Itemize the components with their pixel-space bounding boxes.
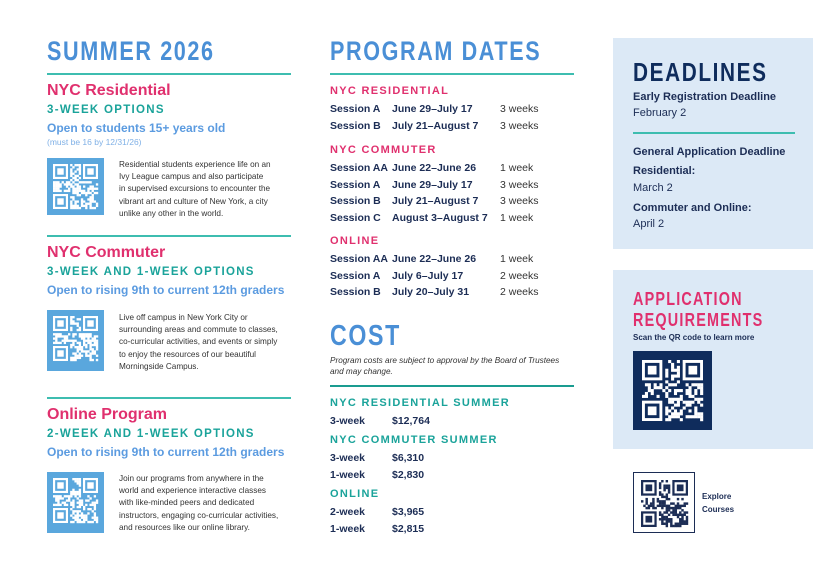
cost-duration: 1-week — [330, 468, 366, 481]
residential-label: Residential: — [633, 165, 696, 177]
desc-line: Join our programs from anywhere in the — [119, 474, 264, 483]
desc-line: Live off campus in New York City or — [119, 313, 248, 322]
session-dates: July 21–August 7 — [392, 195, 479, 207]
deadlines-panel — [613, 38, 813, 249]
session-name: Session AA — [330, 253, 388, 265]
cost-note: and may change. — [330, 367, 393, 376]
program-name: NYC Residential — [47, 82, 171, 99]
session-length: 1 week — [500, 211, 534, 224]
session-dates: June 22–June 26 — [392, 162, 477, 174]
program-eligibility: Open to rising 9th to current 12th graders — [47, 283, 285, 297]
desc-line: Residential students experience life on an — [119, 160, 271, 169]
divider — [47, 235, 291, 237]
date-group-heading: NYC COMMUTER — [330, 144, 437, 156]
cost-price: $3,965 — [392, 506, 425, 518]
divider — [330, 385, 574, 387]
session-dates: July 20–July 31 — [392, 286, 470, 298]
qr-code-icon[interactable] — [633, 351, 712, 430]
cost-price: $2,815 — [392, 522, 425, 535]
early-label: Early Registration Deadline — [633, 91, 777, 103]
program-description — [119, 473, 299, 534]
cost-duration: 2-week — [330, 506, 366, 518]
cost-group-heading: NYC COMMUTER SUMMER — [330, 434, 498, 446]
program-description — [119, 159, 299, 220]
session-dates: July 21–August 7 — [392, 119, 479, 132]
program-name: NYC Commuter — [47, 244, 166, 261]
session-name: Session B — [330, 119, 381, 132]
desc-line: vibrant art and culture of New York, a city — [119, 196, 268, 206]
desc-line: co-curricular activities, and events or simply — [119, 337, 278, 347]
divider — [330, 73, 574, 75]
session-name: Session A — [330, 103, 381, 115]
session-dates: June 22–June 26 — [392, 253, 477, 265]
explore-courses-qr-icon[interactable] — [633, 472, 695, 533]
cost-group-heading: NYC RESIDENTIAL SUMMER — [330, 397, 510, 409]
explore-label[interactable]: Explore — [702, 492, 732, 501]
cost-price: $12,764 — [392, 415, 430, 427]
program-name: Online Program — [47, 406, 168, 423]
session-length: 2 weeks — [500, 286, 539, 298]
desc-line: unlike any other in the world. — [119, 208, 224, 218]
general-label: General Application Deadline — [633, 146, 786, 158]
desc-line: in supervised excursions to encounter the — [119, 184, 271, 194]
desc-line: world and experience interactive classes — [119, 486, 266, 496]
desc-line: Ivy League campus and also participate — [119, 172, 264, 182]
program-eligibility: Open to rising 9th to current 12th graders — [47, 445, 285, 459]
cost-duration: 3-week — [330, 415, 366, 427]
session-length: 1 week — [500, 253, 534, 265]
qr-code-icon[interactable] — [47, 310, 104, 371]
requirements-panel — [613, 270, 813, 449]
program-dates-title: PROGRAM DATES — [330, 36, 542, 66]
session-length: 3 weeks — [500, 195, 539, 207]
requirements-title: REQUIREMENTS — [633, 310, 764, 330]
summer-title: SUMMER 2026 — [47, 36, 215, 66]
program-options: 3-WEEK AND 1-WEEK OPTIONS — [47, 266, 255, 278]
session-dates: June 29–July 17 — [392, 178, 473, 191]
desc-line: instructors, engaging co-curricular activities, — [119, 510, 279, 520]
date-group-heading: ONLINE — [330, 235, 380, 247]
cost-duration: 3-week — [330, 452, 366, 464]
session-name: Session AA — [330, 162, 388, 174]
program-options: 3-WEEK OPTIONS — [47, 104, 165, 116]
commuter-label: Commuter and Online: — [633, 202, 752, 214]
session-dates: August 3–August 7 — [392, 211, 488, 224]
desc-line: to enjoy the resources of our beautiful — [119, 349, 256, 359]
program-description — [119, 312, 299, 373]
program-note: (must be 16 by 12/31/26) — [47, 137, 142, 147]
early-date: February 2 — [633, 107, 687, 119]
cost-note: Program costs are subject to approval by the Board of Trustees — [330, 356, 560, 365]
commuter-date: April 2 — [633, 218, 665, 230]
session-dates: June 29–July 17 — [392, 103, 473, 115]
divider — [633, 132, 795, 134]
session-name: Session B — [330, 195, 381, 207]
session-name: Session A — [330, 269, 381, 282]
qr-code-icon[interactable] — [47, 158, 104, 215]
session-length: 2 weeks — [500, 269, 539, 282]
cost-price: $6,310 — [392, 452, 425, 464]
requirements-title: APPLICATION — [633, 289, 743, 309]
session-length: 3 weeks — [500, 178, 539, 191]
divider — [47, 73, 291, 75]
session-length: 1 week — [500, 162, 534, 174]
requirements-subtitle: Scan the QR code to learn more — [633, 333, 755, 342]
program-options: 2-WEEK AND 1-WEEK OPTIONS — [47, 428, 255, 440]
divider — [47, 397, 291, 399]
session-name: Session B — [330, 286, 381, 298]
explore-label[interactable]: Courses — [702, 505, 735, 514]
desc-line: with like-minded peers and dedicated — [119, 498, 255, 508]
desc-line: Morningside Campus. — [119, 361, 199, 371]
program-eligibility: Open to students 15+ years old — [47, 121, 226, 135]
date-group-heading: NYC RESIDENTIAL — [330, 85, 450, 97]
session-length: 3 weeks — [500, 103, 539, 115]
cost-title: COST — [330, 320, 401, 352]
session-length: 3 weeks — [500, 119, 539, 132]
cost-duration: 1-week — [330, 522, 366, 535]
cost-price: $2,830 — [392, 468, 425, 481]
session-name: Session A — [330, 178, 381, 191]
qr-code-icon[interactable] — [47, 472, 104, 533]
session-name: Session C — [330, 211, 381, 224]
session-dates: July 6–July 17 — [392, 269, 464, 282]
residential-date: March 2 — [633, 182, 673, 194]
cost-group-heading: ONLINE — [330, 488, 380, 500]
desc-line: and resources like our online library. — [119, 522, 250, 532]
deadlines-title: DEADLINES — [633, 57, 768, 87]
desc-line: surrounding areas and commute to classes, — [119, 325, 278, 335]
